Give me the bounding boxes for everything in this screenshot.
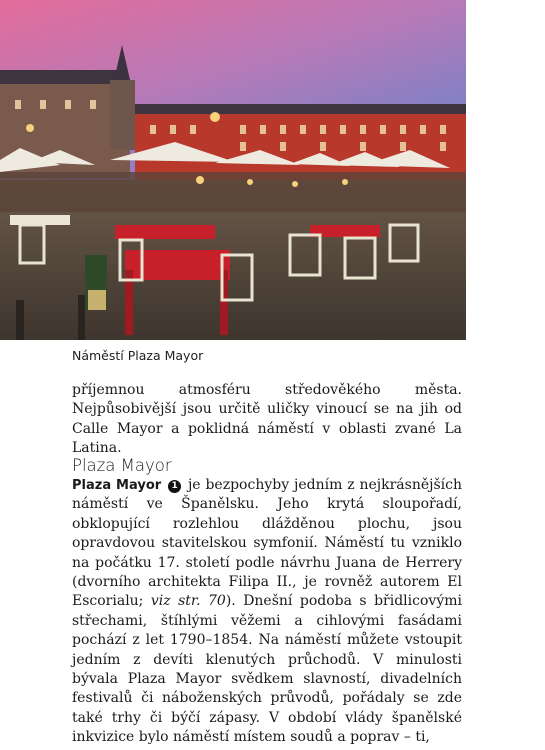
body-text-a: je bezpochyby jedním z nejkrásnějších náměstí ve Španělsku. Jeho krytá sloupořadí, obklopující rozlehlou dlážděnou plochu, jsou opravdovou stavitelskou symfonií. Náměstí tu vzniklo na počátku 17. století podle návrhu Juana de Herrery (dvorního architekta Filipa II., je rovněž autorem El Escorialu; bbox=[72, 477, 463, 610]
lead-term: Plaza Mayor bbox=[72, 478, 162, 493]
section-heading: Plaza Mayor bbox=[72, 456, 172, 475]
photo-caption: Náměstí Plaza Mayor bbox=[72, 348, 204, 363]
body-text-b: ). Dnešní podoba s břidlicovými střechami, štíhlými věžemi a cihlovými fasádami pochází z let 1790–1854. Na náměstí můžete vstoupit jedním z devíti klenutých průchodů. V minulosti bývala Plaza Mayor svědkem slavností, divadelních festivalů či náboženských průvodů, pořádaly se zde také trhy či býčí zápasy. V období vlády španělské inkvizice bylo náměstí místem soudů a poprav – ti, bbox=[72, 593, 462, 746]
map-marker-icon: 1 bbox=[168, 480, 181, 493]
intro-paragraph: příjemnou atmosféru středověkého města. Nejpůsobivější jsou určitě uličky vinoucí se na jih od Calle Mayor a poklidná náměstí v oblasti zvané La Latina. bbox=[72, 382, 462, 457]
plaza-mayor-photo bbox=[0, 0, 466, 340]
body-paragraph bbox=[72, 476, 462, 748]
page-reference: viz str. 70 bbox=[150, 593, 226, 610]
